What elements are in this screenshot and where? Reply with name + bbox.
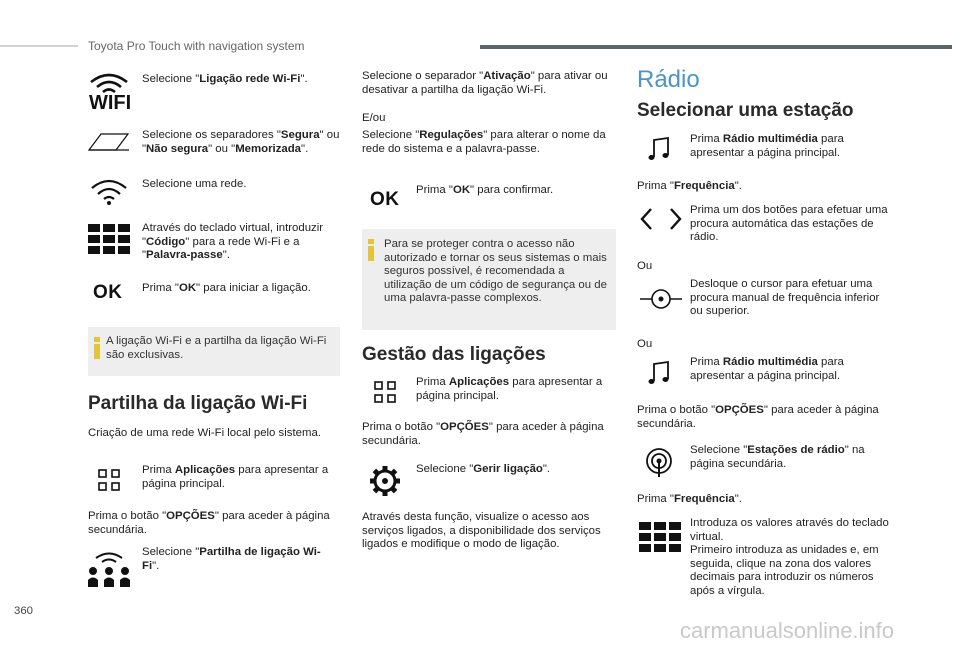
col3-step-radio-media-2: Prima Rádio multimédia para apresentar a página principal.: [690, 356, 844, 382]
col3-step-auto-search: Prima um dos botões para efetuar uma procura automática das estações de rádio.: [690, 204, 888, 243]
col3-step-manual-search: Desloque o cursor para efetuar uma procura manual de frequência inferior ou superior.: [690, 278, 880, 317]
header-rule: [480, 45, 952, 49]
col3-step-frequency-2: Prima "Frequência".: [637, 493, 742, 505]
note-security-text: Para se proteger contra o acesso não autorizado e tornar os seus sistemas o mais seguros possível, é recomendada a utilização de um código de segurança ou de uma palavra-passe complexos.: [384, 238, 607, 304]
wifi-signal-icon: [90, 178, 128, 211]
music-note-icon: [648, 137, 670, 166]
note-security: [362, 229, 616, 330]
col2-step-settings: Selecione "Regulações" para alterar o nome da rede do sistema e a palavra-passe.: [362, 129, 606, 155]
col2-step-applications: Prima Aplicações para apresentar a página principal.: [416, 376, 603, 402]
music-note-icon: [648, 361, 670, 390]
applications-icon: [98, 469, 120, 496]
col3-step-options: Prima o botão "OPÇÕES" para aceder à página secundária.: [637, 404, 879, 430]
heading-wifi-sharing: Partilha da ligação Wi-Fi: [88, 393, 308, 414]
col3-step-enter-values: Introduza os valores através do teclado virtual. Primeiro introduza as unidades e, em seguida, clique na zona dos valores decimais para introduzir os números após a vírgula.: [690, 517, 889, 597]
col3-step-radio-stations: Selecione "Estações de rádio" na página secundária.: [690, 444, 865, 470]
connection-sharing-icon: [88, 549, 130, 594]
keyboard-icon: [88, 224, 130, 261]
header-rule-left: [0, 45, 78, 47]
col1-step-enter-code: Através do teclado virtual, introduzir "Código" para a rede Wi-Fi e a "Palavra-passe".: [142, 222, 324, 261]
col2-step-confirm: Prima "OK" para confirmar.: [416, 184, 554, 196]
wifi-logo-icon: [88, 70, 130, 119]
manage-connection-gear-icon: [368, 464, 402, 503]
col1-step-options: Prima o botão "OPÇÕES" para aceder à página secundária.: [88, 510, 330, 536]
seek-arrows-icon: [640, 207, 682, 236]
col1-step-share-connection: Selecione "Partilha de ligação Wi-Fi".: [142, 546, 321, 572]
col3-or-2: Ou: [637, 338, 653, 350]
col1-step-select-tabs: Selecione os separadores "Segura" ou "Não segura" ou "Memorizada".: [142, 129, 340, 155]
col3-step-frequency: Prima "Frequência".: [637, 180, 742, 192]
col2-and-or: E/ou: [362, 112, 386, 124]
ok-icon: OK: [370, 189, 400, 210]
heading-connection-management: Gestão das ligações: [362, 344, 546, 365]
col1-step-applications: Prima Aplicações para apresentar a página principal.: [142, 464, 329, 490]
applications-icon: [374, 381, 396, 408]
note-exclusive: [88, 327, 340, 376]
tabs-icon: [88, 132, 130, 157]
heading-select-station: Selecionar uma estação: [637, 100, 854, 121]
col1-intro: Criação de uma rede Wi-Fi local pelo sistema.: [88, 427, 321, 439]
col2-step-manage-connection: Selecione "Gerir ligação".: [416, 463, 551, 475]
radio-stations-icon: [645, 447, 673, 482]
col1-step-select-wifi: Selecione "Ligação rede Wi-Fi".: [142, 73, 308, 85]
col3-or-1: Ou: [637, 260, 653, 272]
ok-icon: OK: [93, 282, 123, 303]
col3-step-radio-media: Prima Rádio multimédia para apresentar a página principal.: [690, 133, 844, 159]
section-title-radio: Rádio: [637, 66, 700, 93]
wifi-logo-label: WIFI: [89, 92, 132, 114]
col2-step-activation: Selecione o separador "Ativação" para ativar ou desativar a partilha da ligação Wi-Fi.: [362, 70, 608, 96]
watermark: carmanualsonline.info: [680, 618, 895, 643]
col1-step-select-network: Selecione uma rede.: [142, 178, 247, 190]
col2-step-options: Prima o botão "OPÇÕES" para aceder à página secundária.: [362, 421, 604, 447]
page-number: 360: [14, 605, 34, 617]
col1-step-press-ok: Prima "OK" para iniciar a ligação.: [142, 282, 311, 294]
col2-paragraph: Através desta função, visualize o acesso aos serviços ligados, a disponibilidade dos serviços ligados e modifique o modo de ligação.: [362, 511, 601, 550]
header-title: Toyota Pro Touch with navigation system: [88, 39, 305, 53]
frequency-cursor-icon: [640, 287, 682, 316]
keyboard-icon: [639, 522, 681, 559]
note-exclusive-text: A ligação Wi-Fi e a partilha da ligação Wi-Fi são exclusivas.: [106, 335, 327, 361]
